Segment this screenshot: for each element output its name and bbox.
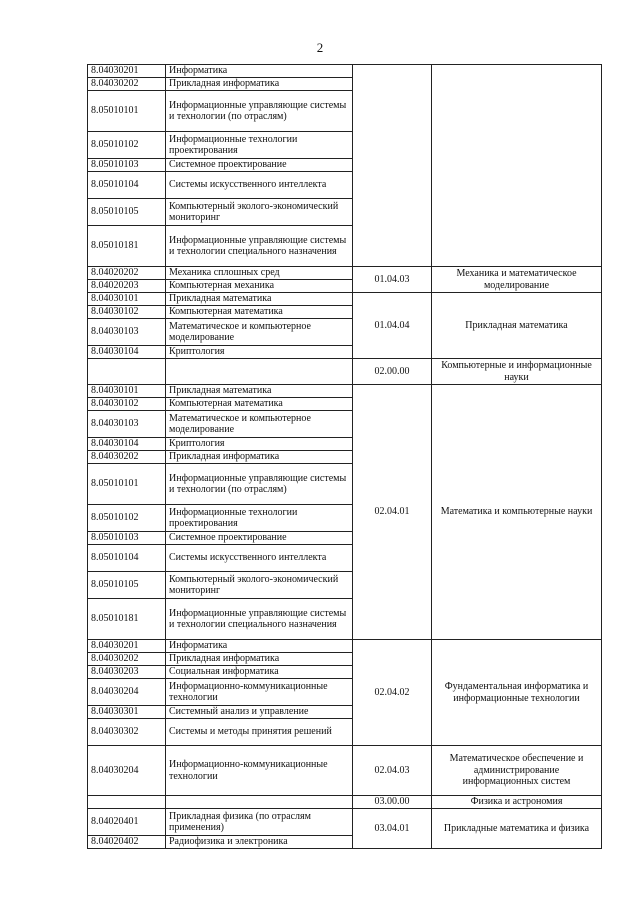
old-name-cell: Системы и методы принятия решений (166, 719, 353, 746)
table-row (88, 65, 602, 78)
old-name-cell: Информационные управляющие системы и технологии (по отраслям) (166, 464, 353, 505)
old-code-cell: 8.04020203 (88, 280, 166, 293)
old-code-cell: 8.05010105 (88, 572, 166, 599)
new-title-cell: Механика и математическое моделирование (432, 267, 602, 293)
old-name-cell: Механика сплошных сред (166, 267, 353, 280)
old-code-cell: 8.04030201 (88, 640, 166, 653)
new-code-cell: 03.04.01 (353, 809, 432, 849)
new-code-cell (353, 65, 432, 267)
new-title-cell: Фундаментальная информатика и информационные технологии (432, 640, 602, 746)
new-title-cell: Прикладные математика и физика (432, 809, 602, 849)
old-name-cell: Компьютерная механика (166, 280, 353, 293)
old-name-cell: Системный анализ и управление (166, 706, 353, 719)
new-code-cell: 02.04.02 (353, 640, 432, 746)
old-name-cell: Прикладная математика (166, 293, 353, 306)
new-title-cell: Математика и компьютерные науки (432, 385, 602, 640)
table-row (88, 746, 602, 796)
old-name-cell: Социальная информатика (166, 666, 353, 679)
table-row (88, 796, 602, 809)
old-name-cell: Математическое и компьютерное моделирование (166, 411, 353, 438)
old-name-cell: Системы искусственного интеллекта (166, 545, 353, 572)
old-code-cell: 8.04030202 (88, 451, 166, 464)
old-code-cell: 8.05010103 (88, 159, 166, 172)
old-code-cell: 8.04030302 (88, 719, 166, 746)
new-code-cell: 02.04.03 (353, 746, 432, 796)
old-name-cell: Компьютерная математика (166, 306, 353, 319)
new-title-cell: Математическое обеспечение и администрирование информационных систем (432, 746, 602, 796)
new-code-cell: 01.04.03 (353, 267, 432, 293)
old-code-cell: 8.04030202 (88, 653, 166, 666)
old-name-cell: Криптология (166, 438, 353, 451)
old-code-cell: 8.04030301 (88, 706, 166, 719)
new-code-cell: 02.00.00 (353, 359, 432, 385)
old-name-cell: Компьютерная математика (166, 398, 353, 411)
old-code-cell: 8.04030104 (88, 346, 166, 359)
old-name-cell: Информатика (166, 640, 353, 653)
new-title-cell (432, 65, 602, 267)
old-code-cell (88, 359, 166, 385)
old-code-cell: 8.05010101 (88, 464, 166, 505)
old-code-cell: 8.04030103 (88, 411, 166, 438)
old-name-cell: Компьютерный эколого-экономический мониторинг (166, 572, 353, 599)
table-row (88, 293, 602, 306)
old-code-cell: 8.05010181 (88, 599, 166, 640)
old-name-cell: Информатика (166, 65, 353, 78)
old-code-cell: 8.05010101 (88, 91, 166, 132)
old-code-cell: 8.05010181 (88, 226, 166, 267)
old-code-cell: 8.04030204 (88, 746, 166, 796)
new-code-cell: 02.04.01 (353, 385, 432, 640)
table-row (88, 640, 602, 653)
old-name-cell: Информационные управляющие системы и технологии специального назначения (166, 599, 353, 640)
old-code-cell: 8.05010102 (88, 132, 166, 159)
old-code-cell: 8.04030203 (88, 666, 166, 679)
old-name-cell (166, 796, 353, 809)
old-name-cell: Прикладная математика (166, 385, 353, 398)
old-code-cell: 8.05010104 (88, 545, 166, 572)
old-name-cell: Прикладная информатика (166, 451, 353, 464)
old-name-cell: Компьютерный эколого-экономический мониторинг (166, 199, 353, 226)
old-code-cell: 8.04030101 (88, 293, 166, 306)
new-title-cell: Физика и астрономия (432, 796, 602, 809)
old-name-cell (166, 359, 353, 385)
old-name-cell: Информационно-коммуникационные технологии (166, 679, 353, 706)
old-name-cell: Системное проектирование (166, 159, 353, 172)
old-code-cell: 8.04030104 (88, 438, 166, 451)
old-code-cell: 8.04020202 (88, 267, 166, 280)
old-name-cell: Прикладная физика (по отраслям применения) (166, 809, 353, 836)
old-code-cell: 8.05010102 (88, 505, 166, 532)
old-name-cell: Криптология (166, 346, 353, 359)
old-code-cell: 8.05010103 (88, 532, 166, 545)
page-number: 2 (316, 40, 324, 55)
new-title-cell: Прикладная математика (432, 293, 602, 359)
new-title-cell: Компьютерные и информационные науки (432, 359, 602, 385)
old-code-cell: 8.04030102 (88, 398, 166, 411)
old-name-cell: Информационно-коммуникационные технологии (166, 746, 353, 796)
old-name-cell: Математическое и компьютерное моделирование (166, 319, 353, 346)
old-code-cell: 8.04030103 (88, 319, 166, 346)
table-row (88, 385, 602, 398)
old-code-cell: 8.04020401 (88, 809, 166, 836)
old-name-cell: Прикладная информатика (166, 653, 353, 666)
old-code-cell: 8.05010105 (88, 199, 166, 226)
old-name-cell: Информационные управляющие системы и технологии (по отраслям) (166, 91, 353, 132)
old-name-cell: Прикладная информатика (166, 78, 353, 91)
old-code-cell (88, 796, 166, 809)
table-row (88, 359, 602, 385)
old-code-cell: 8.04030202 (88, 78, 166, 91)
old-code-cell: 8.05010104 (88, 172, 166, 199)
old-name-cell: Системное проектирование (166, 532, 353, 545)
new-code-cell: 03.00.00 (353, 796, 432, 809)
old-code-cell: 8.04030101 (88, 385, 166, 398)
old-name-cell: Системы искусственного интеллекта (166, 172, 353, 199)
old-name-cell: Информационные технологии проектирования (166, 132, 353, 159)
old-code-cell: 8.04030102 (88, 306, 166, 319)
specialty-correspondence-table (87, 64, 602, 849)
old-code-cell: 8.04020402 (88, 836, 166, 849)
old-code-cell: 8.04030204 (88, 679, 166, 706)
old-code-cell: 8.04030201 (88, 65, 166, 78)
table-row (88, 809, 602, 836)
old-name-cell: Информационные управляющие системы и технологии специального назначения (166, 226, 353, 267)
new-code-cell: 01.04.04 (353, 293, 432, 359)
old-name-cell: Радиофизика и электроника (166, 836, 353, 849)
table-row (88, 267, 602, 280)
old-name-cell: Информационные технологии проектирования (166, 505, 353, 532)
